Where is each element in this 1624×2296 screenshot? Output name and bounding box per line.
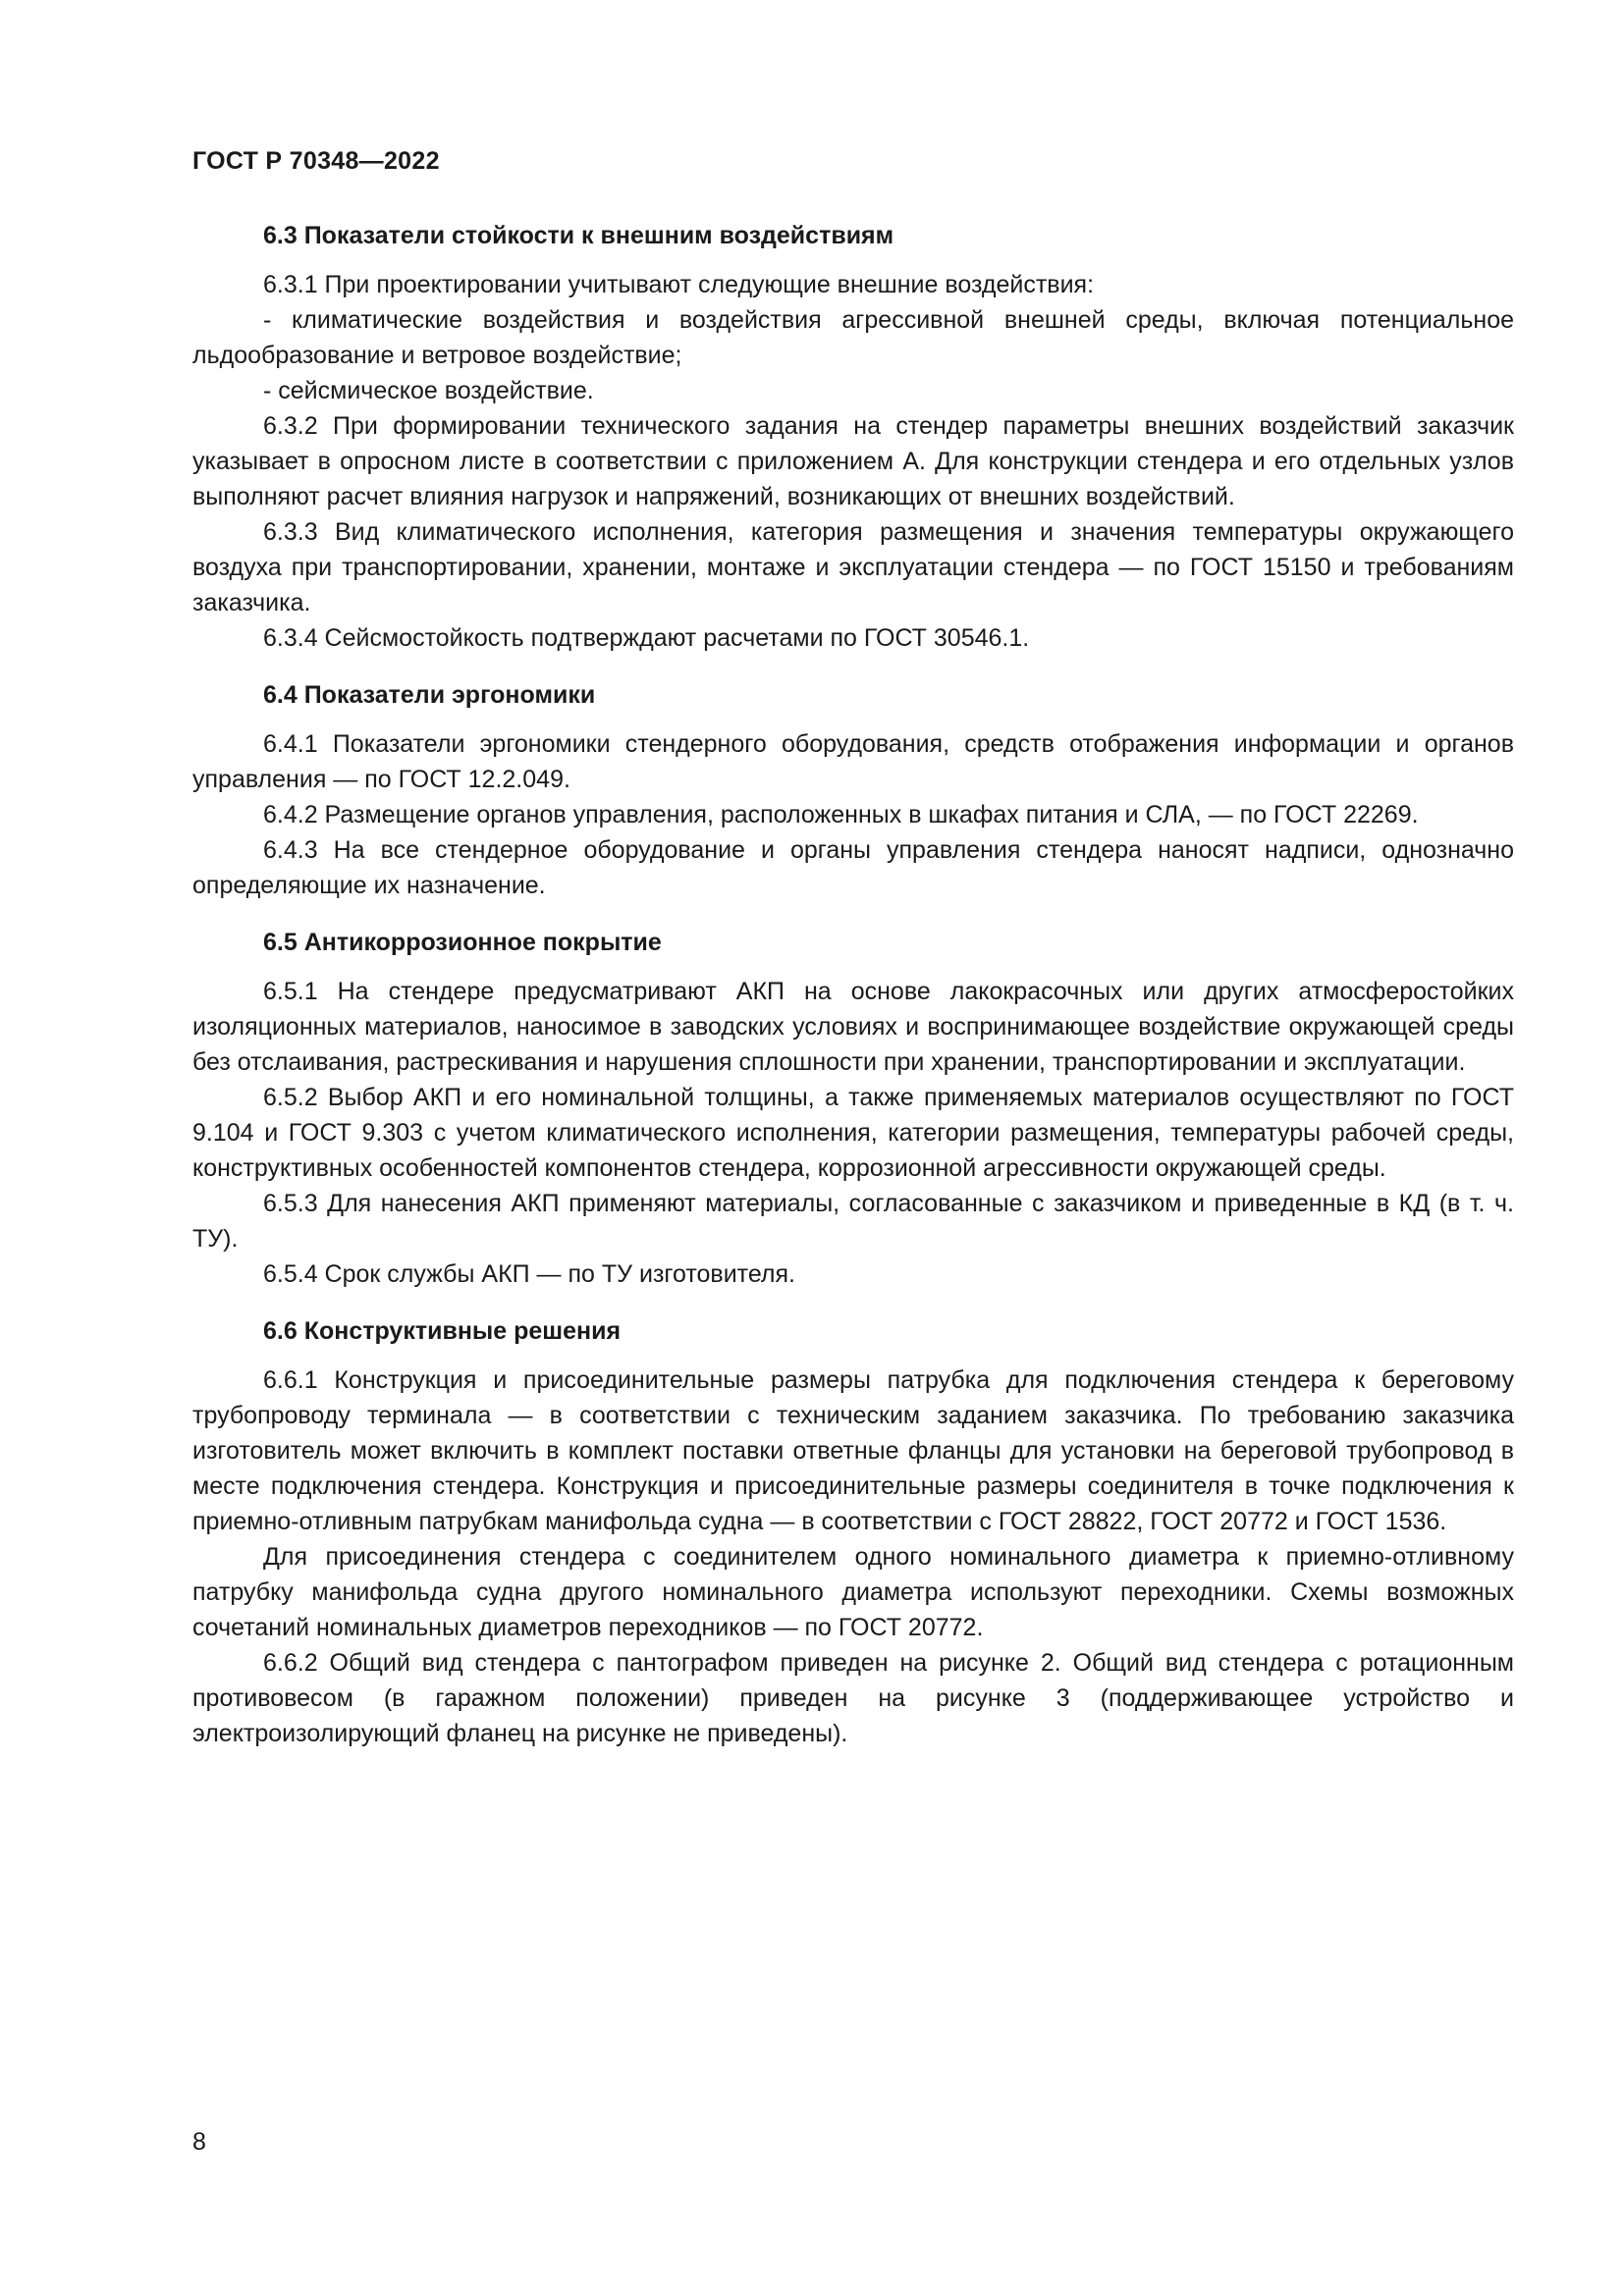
- paragraph: 6.6.1 Конструкция и присоединительные размеры патрубка для подключения стендера к береговому трубопроводу терминала — в соответствии с техническим заданием заказчика. По требованию заказчика изготовитель может включить в комплект поставки ответные фланцы для установки на береговой трубопровод в месте подключения стендера. Конструкция и присоединительные размеры соединителя в точке подключения к приемно-отливным патрубкам манифольда судна — в соответствии с ГОСТ 28822, ГОСТ 20772 и ГОСТ 1536.: [192, 1366, 1514, 1535]
- page-number: 8: [192, 2128, 206, 2156]
- paragraph: 6.6.2 Общий вид стендера с пантографом приведен на рисунке 2. Общий вид стендера с ротационным противовесом (в гаражном положении) приведен на рисунке 3 (поддерживающее устройство и электроизолирующий фланец на рисунке не приведены).: [192, 1649, 1514, 1747]
- paragraph: 6.5.1 На стендере предусматривают АКП на основе лакокрасочных или других атмосферостойких изоляционных материалов, наносимое в заводских условиях и воспринимающее воздействие окружающей среды без отслаивания, растрескивания и нарушения сплошности при хранении, транспортировании и эксплуатации.: [192, 978, 1514, 1076]
- paragraph: - климатические воздействия и воздействия агрессивной внешней среды, включая потенциальное льдообразование и ветровое воздействие;: [192, 306, 1514, 369]
- paragraph: 6.3.1 При проектировании учитывают следующие внешние воздействия:: [263, 271, 1095, 298]
- paragraph: 6.5.3 Для нанесения АКП применяют материалы, согласованные с заказчиком и приведенные в КД (в т. ч. ТУ).: [192, 1190, 1514, 1253]
- section-6-4: [192, 677, 1514, 903]
- document-header: ГОСТ Р 70348—2022: [192, 147, 440, 175]
- paragraph: 6.4.2 Размещение органов управления, расположенных в шкафах питания и СЛА, — по ГОСТ 22269.: [263, 801, 1419, 828]
- paragraph: 6.4.3 На все стендерное оборудование и органы управления стендера наносят надписи, однозначно определяющие их назначение.: [192, 836, 1514, 899]
- paragraph: 6.3.4 Сейсмостойкость подтверждают расчетами по ГОСТ 30546.1.: [263, 624, 1030, 652]
- section-title: 6.6 Конструктивные решения: [263, 1317, 622, 1345]
- paragraph: 6.3.2 При формировании технического задания на стендер параметры внешних воздействий заказчик указывает в опросном листе в соответствии с приложением А. Для конструкции стендера и его отдельных узлов выполняют расчет влияния нагрузок и напряжений, возникающих от внешних воздействий.: [192, 412, 1514, 510]
- document-body: [192, 218, 1514, 1751]
- section-title: 6.5 Антикоррозионное покрытие: [263, 929, 662, 956]
- section-6-5: [192, 925, 1514, 1292]
- section-title: 6.3 Показатели стойкости к внешним воздействиям: [263, 222, 894, 249]
- paragraph: 6.4.1 Показатели эргономики стендерного оборудования, средств отображения информации и органов управления — по ГОСТ 12.2.049.: [192, 730, 1514, 793]
- section-6-6: [192, 1313, 1514, 1751]
- paragraph: 6.5.2 Выбор АКП и его номинальной толщины, а также применяемых материалов осуществляют по ГОСТ 9.104 и ГОСТ 9.303 с учетом климатического исполнения, категории размещения, температуры рабочей среды, конструктивных особенностей компонентов стендера, коррозионной агрессивности окружающей среды.: [192, 1084, 1514, 1182]
- paragraph: 6.5.4 Срок службы АКП — по ТУ изготовителя.: [263, 1260, 795, 1288]
- section-title: 6.4 Показатели эргономики: [263, 681, 596, 709]
- section-6-3: [192, 218, 1514, 656]
- paragraph: 6.3.3 Вид климатического исполнения, категория размещения и значения температуры окружающего воздуха при транспортировании, хранении, монтаже и эксплуатации стендера — по ГОСТ 15150 и требованиям заказчика.: [192, 518, 1514, 616]
- paragraph: Для присоединения стендера с соединителем одного номинального диаметра к приемно-отливному патрубку манифольда судна другого номинального диаметра используют переходники. Схемы возможных сочетаний номинальных диаметров переходников — по ГОСТ 20772.: [192, 1543, 1514, 1641]
- paragraph: - сейсмическое воздействие.: [263, 377, 594, 404]
